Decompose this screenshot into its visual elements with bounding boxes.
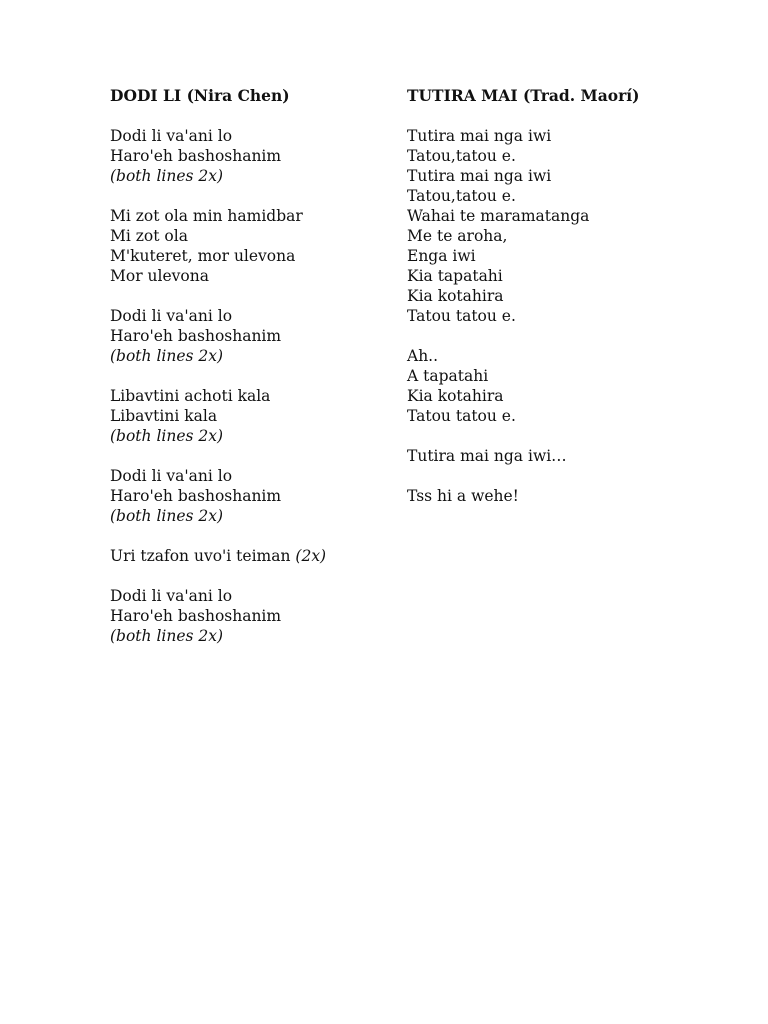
lyric-line: Dodi li va'ani lo <box>110 307 233 325</box>
stanza <box>110 586 410 646</box>
lyric-line: Tatou,tatou e. <box>407 147 516 165</box>
lyric-line: Dodi li va'ani lo <box>110 467 233 485</box>
lyric-line: Tutira mai nga iwi <box>407 127 552 145</box>
repeat-note: (both lines 2x) <box>110 627 224 645</box>
stanza <box>110 126 410 186</box>
lyric-line: Wahai te maramatanga <box>407 207 590 225</box>
stanza <box>110 546 410 566</box>
lyric-line: A tapatahi <box>407 367 489 385</box>
lyric-line: Ah.. <box>407 347 439 365</box>
song-title: DODI LI (Nira Chen) <box>110 86 290 105</box>
lyric-line: Libavtini kala <box>110 407 218 425</box>
stanza <box>407 446 707 466</box>
lyric-line: Haro'eh bashoshanim <box>110 327 282 345</box>
song-column-dodi-li <box>110 86 410 666</box>
stanza <box>110 466 410 526</box>
stanza <box>110 306 410 366</box>
lyric-line: Tatou tatou e. <box>407 407 516 425</box>
lyric-line: Tutira mai nga iwi… <box>407 447 567 465</box>
lyric-line: Dodi li va'ani lo <box>110 587 233 605</box>
lyric-line: Haro'eh bashoshanim <box>110 607 282 625</box>
lyric-line: Mor ulevona <box>110 267 209 285</box>
repeat-note: (both lines 2x) <box>110 427 224 445</box>
lyric-line: M'kuteret, mor ulevona <box>110 247 296 265</box>
lyric-line: Tutira mai nga iwi <box>407 167 552 185</box>
lyric-line: Kia kotahira <box>407 387 504 405</box>
repeat-note: (2x) <box>295 547 327 565</box>
lyric-line: Tatou,tatou e. <box>407 187 516 205</box>
lyric-line: Kia tapatahi <box>407 267 503 285</box>
repeat-note: (both lines 2x) <box>110 507 224 525</box>
lyric-line <box>110 546 410 566</box>
stanza <box>110 206 410 286</box>
lyric-line: Mi zot ola <box>110 227 188 245</box>
repeat-note: (both lines 2x) <box>110 347 224 365</box>
stanza <box>407 126 707 326</box>
lyric-line: Libavtini achoti kala <box>110 387 271 405</box>
lyric-text: Uri tzafon uvo'i teiman <box>110 547 296 565</box>
lyric-line: Kia kotahira <box>407 287 504 305</box>
lyric-line: Dodi li va'ani lo <box>110 127 233 145</box>
lyric-line: Haro'eh bashoshanim <box>110 147 282 165</box>
lyric-line: Haro'eh bashoshanim <box>110 487 282 505</box>
lyric-line: Mi zot ola min hamidbar <box>110 207 303 225</box>
stanza <box>407 486 707 506</box>
lyric-line: Tatou tatou e. <box>407 307 516 325</box>
repeat-note: (both lines 2x) <box>110 167 224 185</box>
stanza <box>110 386 410 446</box>
lyric-line: Me te aroha, <box>407 227 508 245</box>
stanza <box>407 346 707 426</box>
lyric-line: Tss hi a wehe! <box>407 487 519 505</box>
song-column-tutira-mai <box>407 86 707 526</box>
song-title: TUTIRA MAI (Trad. Maorí) <box>407 86 640 105</box>
lyric-line: Enga iwi <box>407 247 476 265</box>
